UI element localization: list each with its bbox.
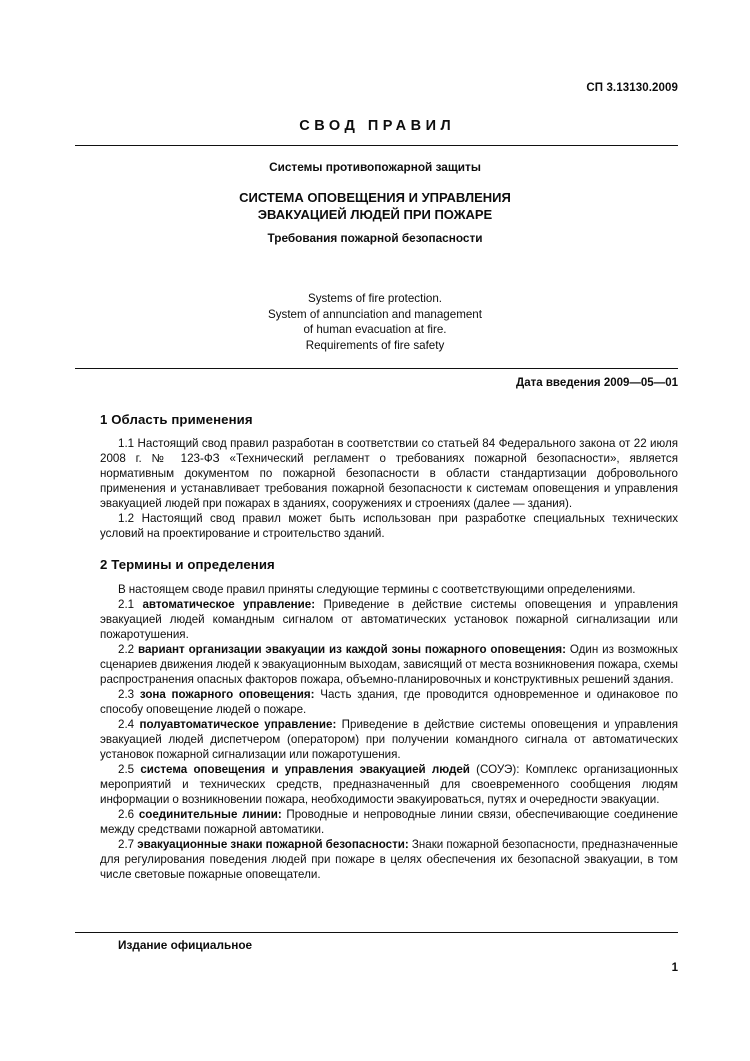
term-number: 2.1	[118, 598, 135, 611]
term-entry-2-1	[100, 597, 678, 642]
term-definition: Приведение в действие системы оповещения и управления эвакуацией людей командным сигналом от автоматических установок пожарной сигнализации или пожаротушения.	[100, 598, 678, 641]
subtitle-requirements: Требования пожарной безопасности	[267, 231, 483, 245]
term-definition: Один из возможных сценариев движения людей к эвакуационным выходам, зависящий от места возникновения пожара, схемы распространения опасных факторов пожара, объемно-планировочных и конструктивных решений здания.	[100, 643, 678, 686]
paragraph-1-1: 1.1 Настоящий свод правил разработан в соответствии со статьей 84 Федерального закона от 22 июля 2008 г. № 123-ФЗ «Технический регламент о требованиях пожарной безопасности», является нормативным документом по пожарной безопасности в области стандартизации добровольного применения и устанавливает требования пожарной безопасности к системам оповещения и управления эвакуацией людей при пожарах в зданиях, сооружениях и строениях (далее — здания).	[100, 437, 678, 510]
paragraph-1-2: 1.2 Настоящий свод правил может быть использован при разработке специальных технических условий на проектирование и строительство зданий.	[100, 512, 678, 540]
footer-rule	[75, 932, 678, 933]
term-entry-2-2	[100, 642, 678, 687]
term-number: 2.5	[118, 763, 135, 776]
term-number: 2.6	[118, 808, 135, 821]
introduction-date: Дата введения 2009—05—01	[516, 377, 678, 389]
term-name: вариант организации эвакуации из каждой зоны пожарного оповещения:	[137, 643, 567, 656]
term-entry-2-6	[100, 807, 678, 837]
term-name: эвакуационные знаки пожарной безопасности:	[137, 838, 409, 851]
document-body	[100, 412, 678, 882]
term-definition: Знаки пожарной безопасности, предназначенные для регулирования поведения людей при пожаре в целях обеспечения их безопасной эвакуации, в том числе световые пожарные оповещатели.	[100, 838, 678, 881]
term-name: полуавтоматическое управление:	[139, 718, 337, 731]
english-title-line-2: System of annunciation and management	[268, 307, 482, 321]
english-title-line-4: Requirements of fire safety	[305, 338, 445, 352]
term-definition: Проводные и непроводные линии связи, обеспечивающие соединение между средствами пожарной автоматики.	[100, 808, 678, 836]
page-title-line-1: СИСТЕМА ОПОВЕЩЕНИЯ И УПРАВЛЕНИЯ	[239, 190, 511, 205]
page-title-line-2: ЭВАКУАЦИЕЙ ЛЮДЕЙ ПРИ ПОЖАРЕ	[257, 206, 493, 222]
term-name: автоматическое управление:	[142, 598, 316, 611]
term-number: 2.4	[118, 718, 135, 731]
term-entry-2-7	[100, 837, 678, 882]
paragraph-2-intro: В настоящем своде правил приняты следующие термины с соответствующими определениями.	[118, 583, 636, 596]
term-definition: (СОУЭ): Комплекс организационных мероприятий и технических средств, предназначенный для своевременного сообщения людям информации о возникновении пожара, необходимости эвакуироваться, путях и очередности эвакуации.	[100, 763, 678, 806]
english-title-line-1: Systems of fire protection.	[307, 292, 443, 305]
page-title	[0, 190, 750, 223]
section-heading-2: 2 Термины и определения	[100, 557, 275, 572]
header-rule	[75, 145, 678, 146]
term-entry-2-3	[100, 687, 678, 717]
term-definition: Часть здания, где проводится одновременное и одинаковое по способу оповещение людей о пожаре.	[100, 688, 679, 716]
official-edition-note: Издание официальное	[118, 938, 253, 952]
term-entry-2-5	[100, 762, 678, 807]
title-block-rule	[75, 368, 678, 369]
term-name: соединительные линии:	[138, 808, 282, 821]
term-name: система оповещения и управления эвакуацией людей	[140, 763, 470, 776]
term-entry-2-4	[100, 717, 678, 762]
term-number: 2.2	[118, 643, 135, 656]
subtitle-system-group: Системы противопожарной защиты	[269, 160, 481, 174]
term-number: 2.7	[118, 838, 135, 851]
section-heading-1: 1 Область применения	[100, 412, 253, 427]
term-name: зона пожарного оповещения:	[139, 688, 315, 701]
english-title-block	[0, 291, 750, 353]
term-number: 2.3	[118, 688, 135, 701]
english-title-line-3: of human evacuation at fire.	[303, 323, 447, 337]
document-kind-title: СВОД ПРАВИЛ	[299, 118, 456, 134]
document-code-header: СП 3.13130.2009	[586, 82, 678, 94]
term-definition: Приведение в действие системы оповещения и управления эвакуацией людей диспетчером (оператором) при получении командного сигнала от автоматических установок пожарной сигнализации или пожаротушения.	[100, 718, 678, 761]
page-number: 1	[671, 962, 678, 974]
